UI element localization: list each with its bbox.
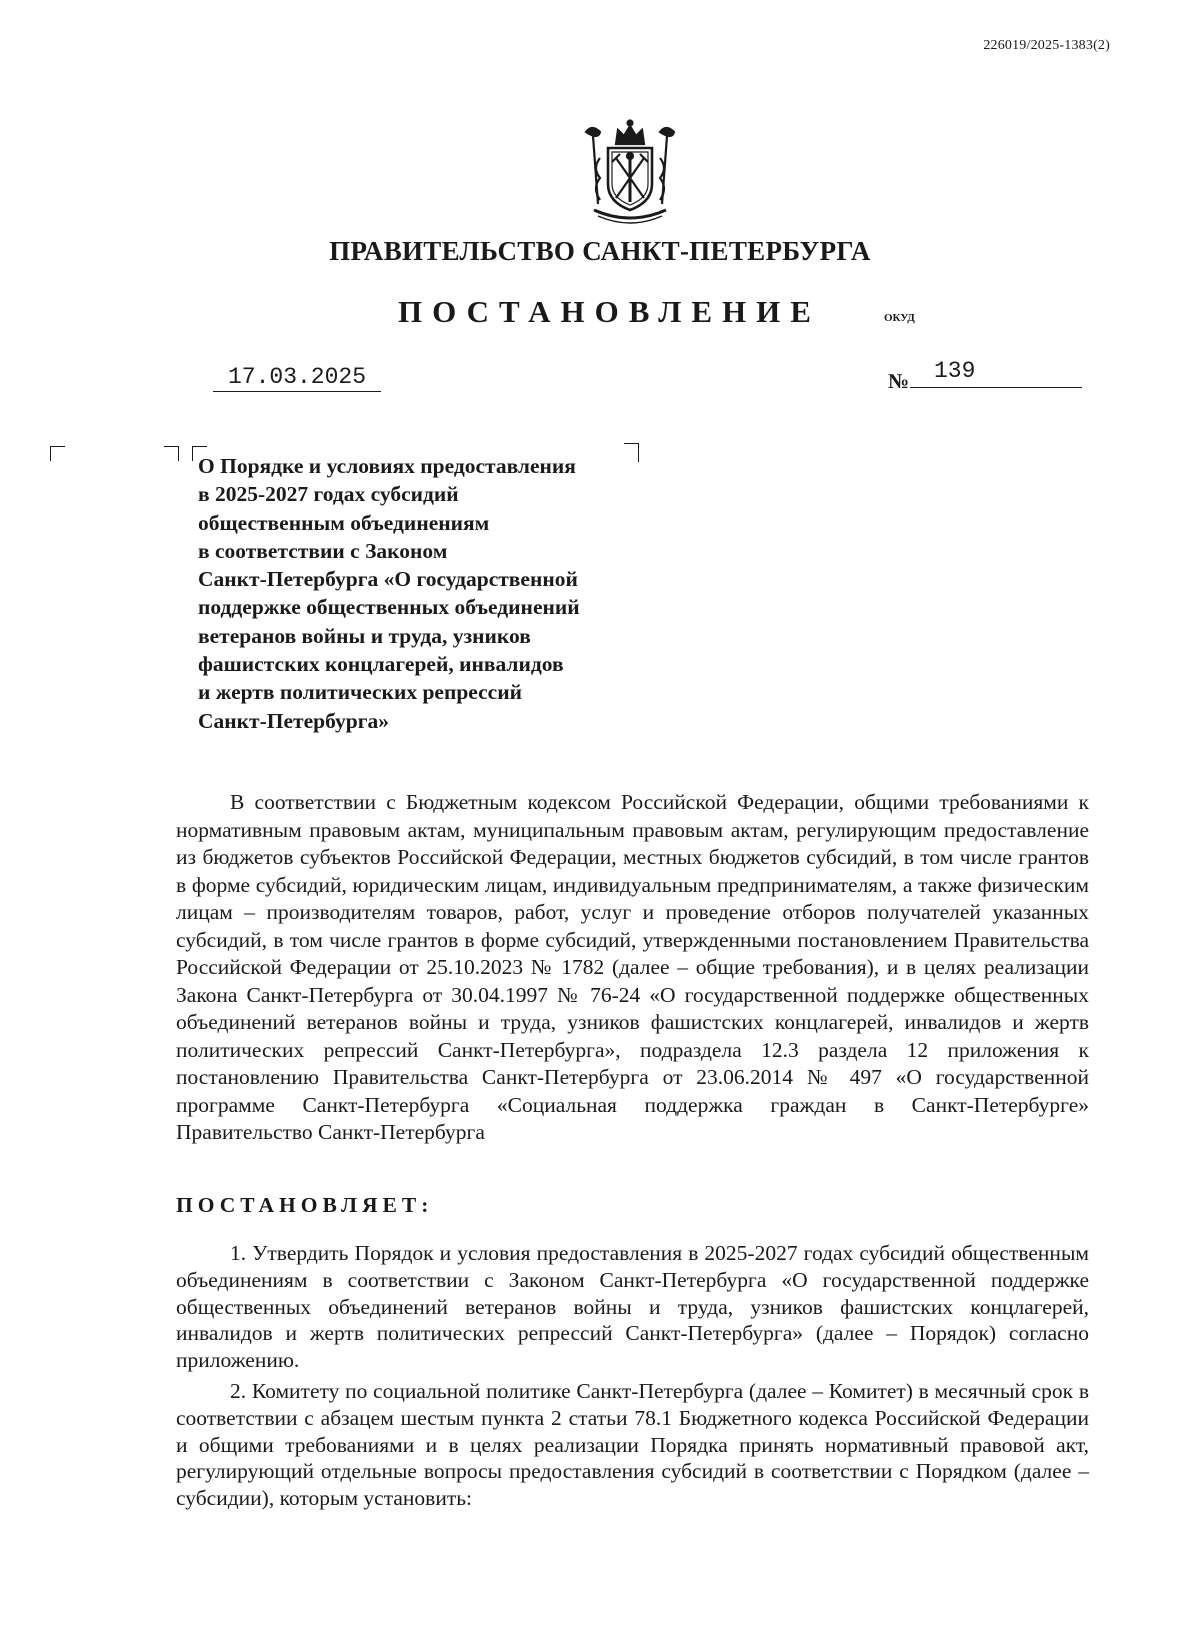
subject-line: в соответствии с Законом — [198, 538, 448, 563]
preamble-paragraph: В соответствии с Бюджетным кодексом Российской Федерации, общими требованиями к нормативным правовым актам, муниципальным правовым актам, регулирующим предоставление из бюджетов субъектов Российской Федерации, местных бюджетов субсидий, в том числе грантов в форме субсидий, юридическим лицам, индивидуальным предпринимателям, а также физическим лицам – производителям товаров, работ, услуг и проведение отборов получателей указанных субсидий, в том числе грантов в форме субсидий, утвержденными постановлением Правительства Российской Федерации от 25.10.2023 № 1782 (далее – общие требования), и в целях реализации Закона Санкт-Петербурга от 30.04.1997 № 76-24 «О государственной поддержке общественных объединений ветеранов войны и труда, узников фашистских концлагерей, инвалидов и жертв политических репрессий Санкт-Петербурга», подраздела 12.3 раздела 12 приложения к постановлению Правительства Санкт-Петербурга от 23.06.2014 № 497 «О государственной программе Санкт-Петербурга «Социальная поддержка граждан в Санкт-Петербурге» Правительство Санкт-Петербурга — [176, 790, 1089, 1144]
st-petersburg-coat-of-arms-icon — [578, 118, 682, 226]
subject-line: в 2025-2027 годах субсидий — [198, 482, 459, 507]
subject-line: О Порядке и условиях предоставления — [198, 454, 576, 478]
document-type: ПОСТАНОВЛЕНИЕ — [398, 294, 821, 329]
number-sign: № — [888, 369, 910, 393]
document-date: 17.03.2025 — [213, 364, 381, 392]
government-title: ПРАВИТЕЛЬСТВО САНКТ-ПЕТЕРБУРГА — [329, 236, 871, 266]
subject-line: и жертв политических репрессий — [198, 680, 522, 705]
subject-line: ветеранов войны и труда, узников — [198, 623, 531, 648]
subject-line: Санкт-Петербурга «О государственной — [198, 567, 578, 592]
document-subject — [198, 452, 638, 735]
registration-number: 226019/2025-1383(2) — [983, 38, 1110, 53]
decree-item: 2. Комитету по социальной политике Санкт-Петербурга (далее – Комитет) в месячный срок в соответствии с абзацем шестым пункта 2 статьи 78.1 Бюджетного кодекса Российской Федерации и общими требованиями и в целях реализации Порядка принять нормативный правовой акт, регулирующий отдельные вопросы предоставления субсидий в соответствии с Порядком (далее – субсидии), которым установить: — [176, 1379, 1089, 1511]
decree-item: 1. Утвердить Порядок и условия предоставления в 2025-2027 годах субсидий общественным объединениям в соответствии с Законом Санкт-Петербурга «О государственной поддержке общественных объединений ветеранов войны и труда, узников фашистских концлагерей, инвалидов и жертв политических репрессий Санкт-Петербурга» (далее – Порядок) согласно приложению. — [176, 1241, 1089, 1373]
subject-line: поддержке общественных объединений — [198, 595, 580, 620]
subject-line: фашистских концлагерей, инвалидов — [198, 652, 564, 677]
corner-mark — [164, 446, 179, 461]
decree-heading: ПОСТАНОВЛЯЕТ: — [176, 1193, 434, 1217]
corner-mark — [50, 446, 65, 461]
okud-label: ОКУД — [884, 312, 915, 324]
subject-line: общественным объединениям — [198, 510, 490, 535]
document-number: 139 — [910, 358, 1082, 388]
subject-line: Санкт-Петербурга» — [198, 708, 390, 733]
